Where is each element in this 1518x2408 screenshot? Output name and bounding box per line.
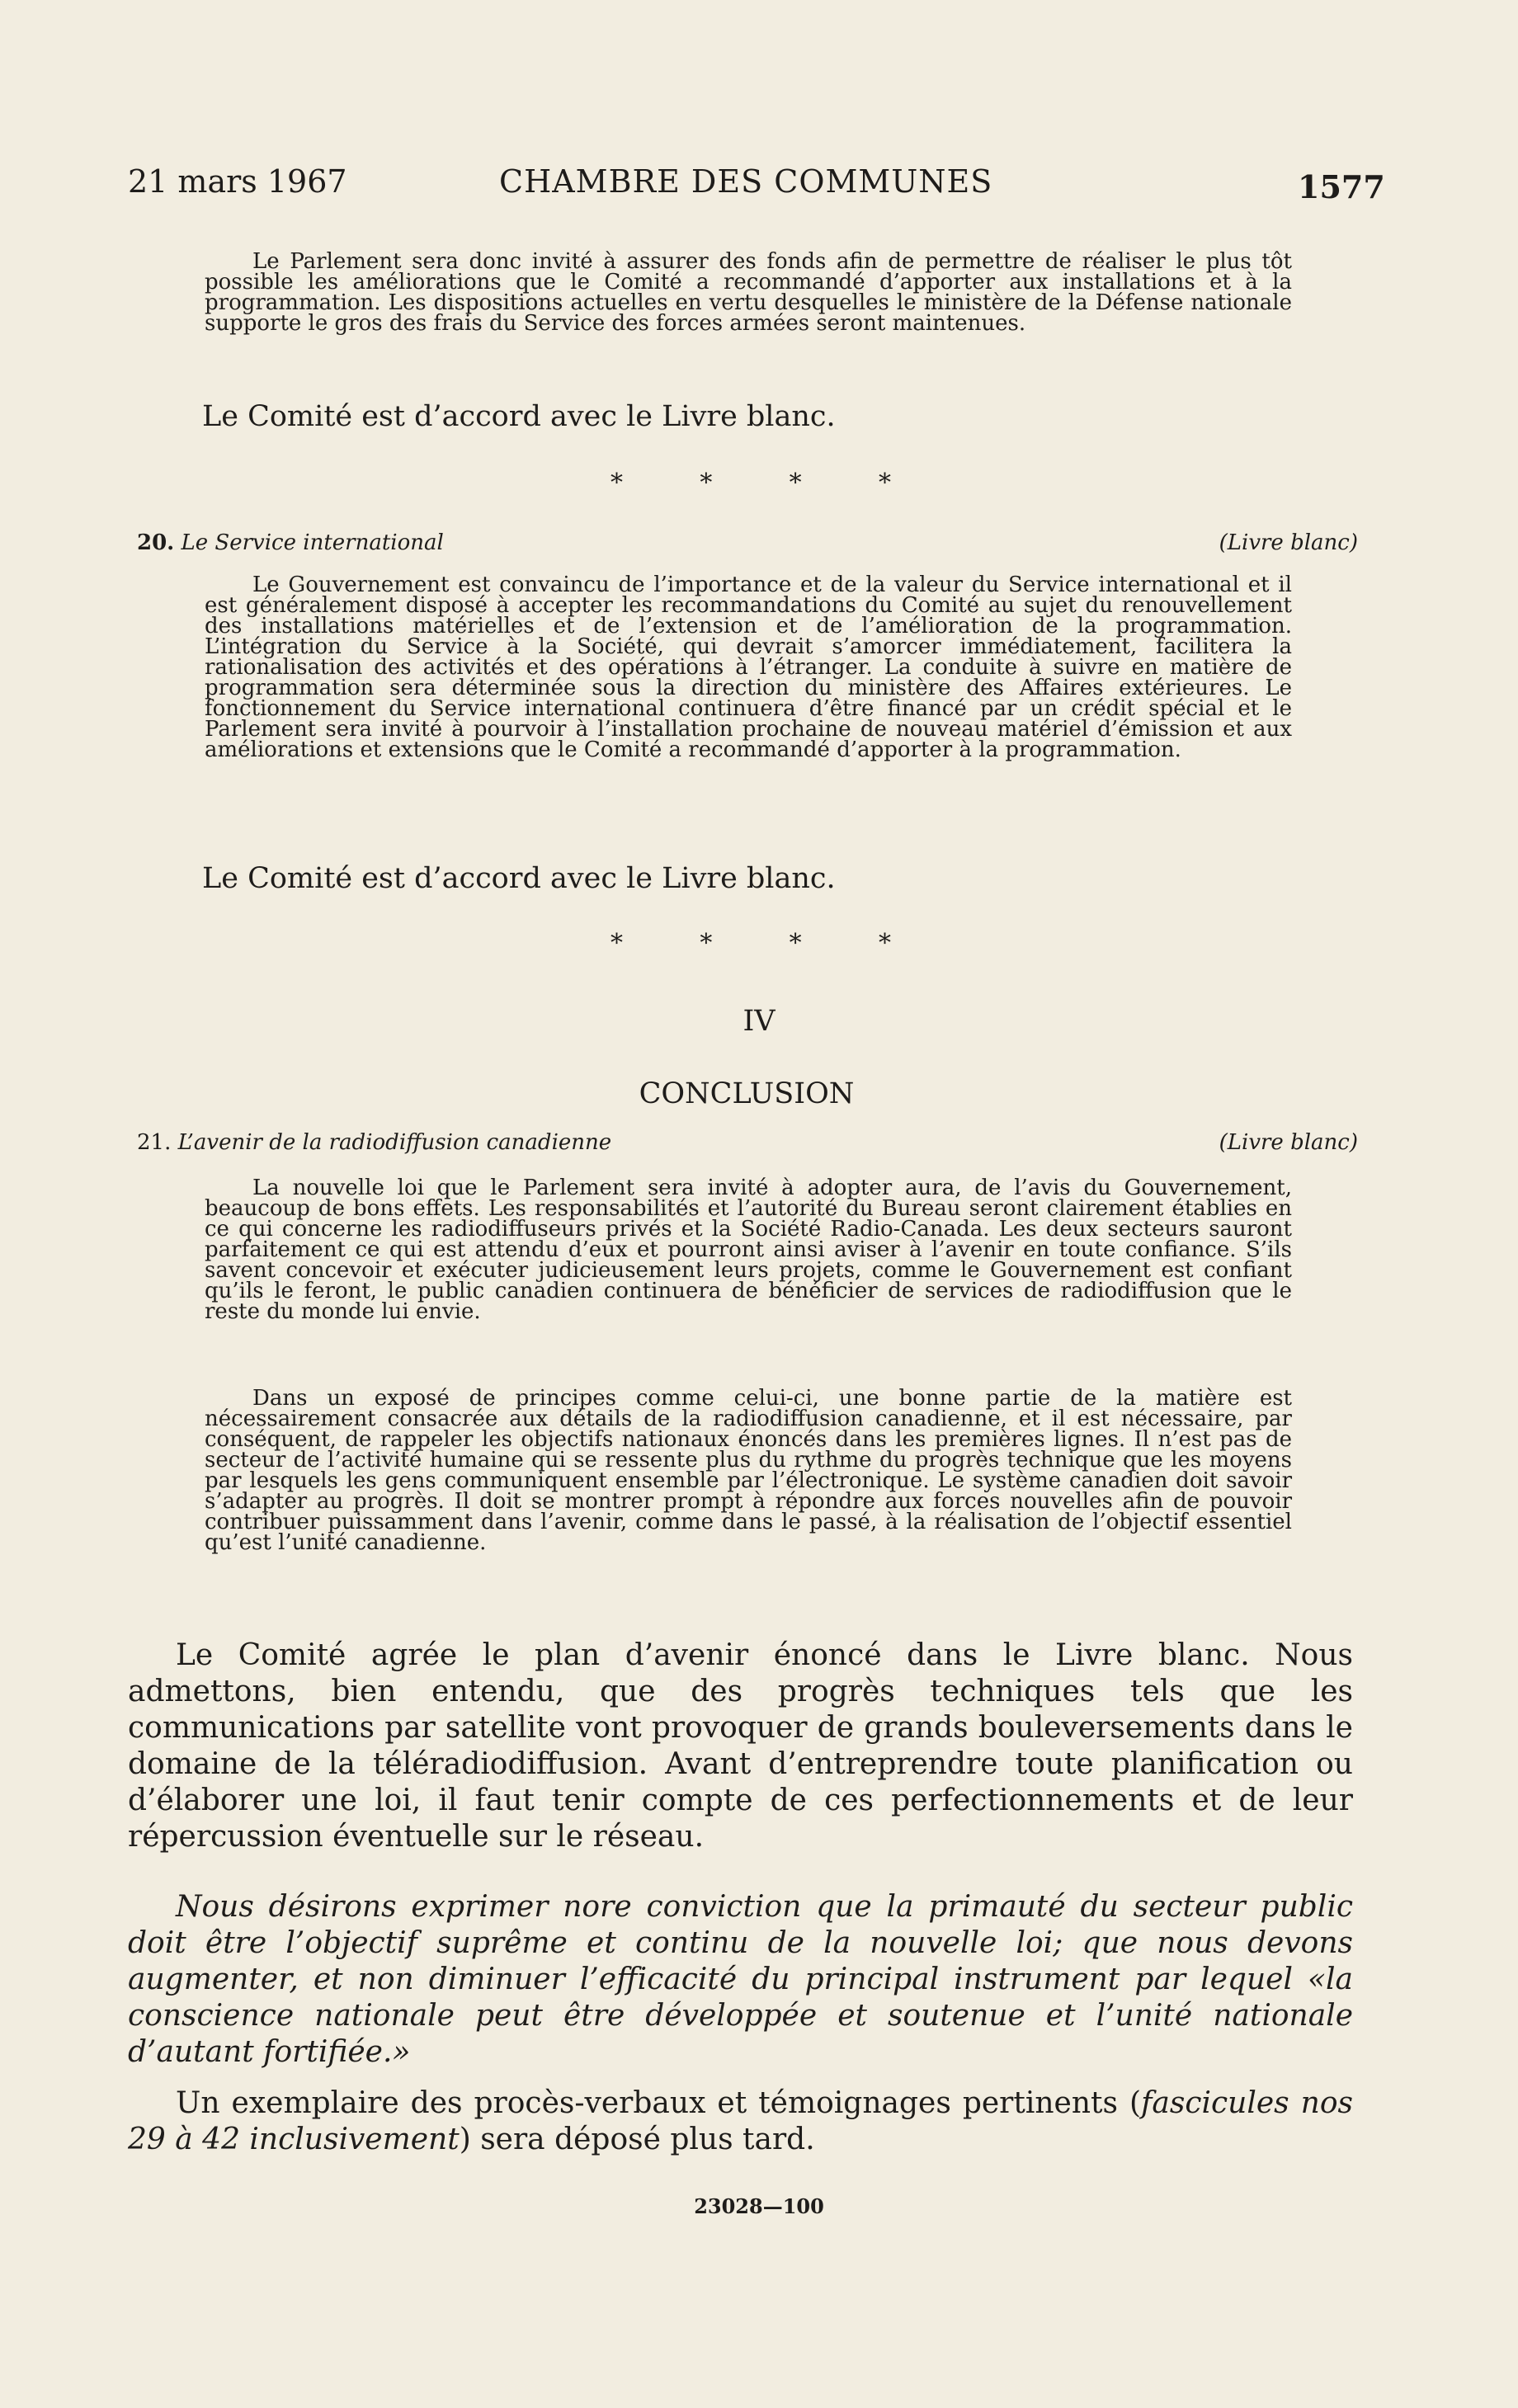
section-20-source: (Livre blanc)	[1219, 530, 1358, 555]
separator-star: *	[610, 469, 623, 497]
section-20-number: 20.	[137, 530, 175, 555]
agreement-statement-2: Le Comité est d’accord avec le Livre blanc.	[202, 862, 836, 895]
section-separator-2	[610, 929, 891, 958]
section-21-title: L’avenir de la radiodiffusion canadienne	[177, 1130, 612, 1155]
separator-star: *	[789, 469, 802, 497]
section-20-title: Le Service international	[181, 530, 444, 555]
section-separator-1	[610, 469, 891, 497]
closing-text-end: ) sera déposé plus tard.	[459, 2123, 815, 2156]
intro-paragraph: Le Parlement sera donc invité à assurer des fonds afin de permettre de réaliser le plus tôt possible les améliorations que le Comité a recommandé d’apporter aux installations et à la programmation. Les dispositions actuelles en vertu desquelles le ministère de la Défense nationale supporte le gros des frais du Service des forces armées seront maintenues.	[205, 249, 1292, 336]
section-20-text: Le Gouvernement est convaincu de l’importance et de la valeur du Service international et il est généralement disposé à accepter les recommandations du Comité au sujet du renouvellement des installations matérielles et de l’extension et de l’amélioration de la programmation. L’intégration du Service à la Société, qui devrait s’amorcer immédiatement, facilitera la rationalisation des activités et des opérations à l’étranger. La conduite à suivre en matière de programmation sera déterminée sous la direction du ministère des Affaires extérieures. Le fonctionnement du Service international continuera d’être financé par un crédit spécial et le Parlement sera invité à pourvoir à l’installation prochaine de nouveau matériel d’émission et aux améliorations et extensions que le Comité a recommandé d’apporter à la programmation.	[205, 573, 1292, 762]
part-title: CONCLUSION	[639, 1077, 855, 1110]
header-date: 21 mars 1967	[128, 163, 347, 200]
section-21-source: (Livre blanc)	[1219, 1130, 1358, 1155]
separator-star: *	[700, 929, 713, 958]
separator-star: *	[789, 929, 802, 958]
part-numeral: IV	[742, 1005, 776, 1038]
section-21-heading-left	[137, 1130, 611, 1155]
footer-code: 23028—100	[694, 2194, 824, 2218]
closing-reference: fascicules nos 29 à 42 inclusivement	[128, 2086, 1353, 2156]
conviction-paragraph: Nous désirons exprimer nore conviction que la primauté du secteur public doit être l’objectif suprême et continu de la nouvelle loi; que nous devons augmenter, et non diminuer l’efficacité du principal instrument par lequel «la conscience nationale peut être développée et soutenue et l’unité nationale d’autant fortifiée.»	[128, 1890, 1353, 2069]
closing-text-start: Un exemplaire des procès-verbaux et témoignages pertinents (	[176, 2086, 1142, 2120]
separator-star: *	[610, 929, 623, 958]
section-20-heading-left	[137, 530, 444, 555]
separator-star: *	[700, 469, 713, 497]
section-20-heading	[137, 530, 1358, 555]
section-21-paragraph-2: Dans un exposé de principes comme celui-ci, une bonne partie de la matière est nécessairement consacrée aux détails de la radiodiffusion canadienne, et il est nécessaire, par conséquent, de rappeler les objectifs nationaux énoncés dans les premières lignes. Il n’est pas de secteur de l’activité humaine qui se ressente plus du rythme du progrès technique que les moyens par lesquels les gens communiquent ensemble par l’électronique. Le système canadien doit savoir s’adapter au progrès. Il doit se montrer prompt à répondre aux forces nouvelles afin de pouvoir contribuer puissamment dans l’avenir, comme dans le passé, à la réalisation de l’objectif essentiel qu’est l’unité canadienne.	[205, 1386, 1292, 1555]
header-title: CHAMBRE DES COMMUNES	[499, 163, 993, 200]
agreement-statement-1: Le Comité est d’accord avec le Livre blanc.	[202, 400, 836, 433]
page-number: 1577	[1298, 168, 1385, 205]
section-21-heading	[137, 1130, 1358, 1155]
committee-paragraph: Le Comité agrée le plan d’avenir énoncé dans le Livre blanc. Nous admettons, bien entendu, que des progrès techniques tels que les communications par satellite vont provoquer de grands bouleversements dans le domaine de la téléradiodiffusion. Avant d’entreprendre toute planification ou d’élaborer une loi, il faut tenir compte de ces perfectionnements et de leur répercussion éventuelle sur le réseau.	[128, 1638, 1353, 1854]
section-21-paragraph-1: La nouvelle loi que le Parlement sera invité à adopter aura, de l’avis du Gouvernement, beaucoup de bons effets. Les responsabilités et l’autorité du Bureau seront clairement établies en ce qui concerne les radiodiffuseurs privés et la Société Radio-Canada. Les deux secteurs sauront parfaitement ce qui est attendu d’eux et pourront ainsi aviser à l’avenir en toute confiance. S’ils savent concevoir et exécuter judicieusement leurs projets, comme le Gouvernement est confiant qu’ils le feront, le public canadien continuera de bénéficier de services de radiodiffusion que le reste du monde lui envie.	[205, 1176, 1292, 1324]
separator-star: *	[878, 469, 891, 497]
closing-paragraph	[128, 2085, 1353, 2158]
separator-star: *	[878, 929, 891, 958]
page-header	[128, 163, 1385, 205]
section-21-number: 21.	[137, 1130, 172, 1155]
